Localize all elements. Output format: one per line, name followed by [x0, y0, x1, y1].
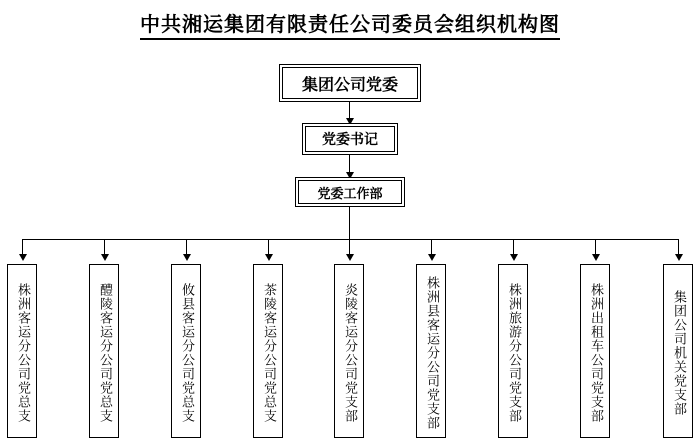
node-branch-6-label: 株洲县客运分公司党支部: [424, 276, 439, 430]
node-branch-1-label: 株洲客运分公司党总支: [15, 283, 30, 423]
connector-drop-7: [513, 239, 514, 255]
node-branch-1: [7, 264, 37, 438]
node-party-secretary: [305, 126, 395, 152]
arrow-branch-2: [101, 254, 109, 261]
arrow-branch-1: [19, 254, 27, 261]
node-branch-7: [498, 264, 528, 438]
connector-drop-6: [431, 239, 432, 255]
node-group-party-committee: [282, 67, 418, 99]
arrow-branch-8: [592, 254, 600, 261]
node-party-secretary-label: 党委书记: [322, 132, 378, 148]
page-title: [0, 8, 700, 37]
connector-root-to-secretary: [349, 101, 350, 119]
page-title-text: 中共湘运集团有限责任公司委员会组织机构图: [140, 12, 560, 40]
node-branch-9-label: 集团公司机关党支部: [671, 290, 686, 416]
connector-drop-9: [678, 239, 679, 255]
connector-drop-8: [595, 239, 596, 255]
node-group-party-committee-label: 集团公司党委: [301, 74, 398, 94]
connector-drop-2: [104, 239, 105, 255]
arrow-root-to-secretary: [346, 118, 354, 125]
node-branch-8: [580, 264, 610, 438]
arrow-branch-3: [183, 254, 191, 261]
node-branch-3-label: 攸县客运分公司党总支: [179, 283, 194, 423]
arrow-branch-7: [510, 254, 518, 261]
node-party-work-department-label: 党委工作部: [317, 186, 383, 202]
arrow-branch-9: [675, 254, 683, 261]
node-branch-7-label: 株洲旅游分公司党支部: [506, 283, 521, 423]
node-branch-5: [334, 264, 364, 438]
node-branch-2: [89, 264, 119, 438]
arrow-branch-5: [346, 254, 354, 261]
node-branch-5-label: 炎陵客运分公司党支部: [342, 283, 357, 423]
connector-drop-5: [349, 239, 350, 255]
arrow-branch-6: [428, 254, 436, 261]
arrow-branch-4: [265, 254, 273, 261]
connector-bus: [22, 239, 678, 240]
node-branch-2-label: 醴陵客运分公司党总支: [97, 283, 112, 423]
node-branch-8-label: 株洲出租车公司党支部: [588, 283, 603, 423]
connector-drop-3: [186, 239, 187, 255]
connector-workdept-to-bus: [349, 206, 350, 239]
node-branch-6: [416, 264, 446, 438]
connector-drop-4: [268, 239, 269, 255]
connector-secretary-to-workdept: [349, 154, 350, 172]
node-branch-4-label: 茶陵客运分公司党总支: [261, 283, 276, 423]
node-party-work-department: [298, 180, 402, 204]
arrow-secretary-to-workdept: [346, 172, 354, 179]
node-branch-4: [253, 264, 283, 438]
node-branch-3: [171, 264, 201, 438]
node-branch-9: [663, 264, 693, 438]
connector-drop-1: [22, 239, 23, 255]
